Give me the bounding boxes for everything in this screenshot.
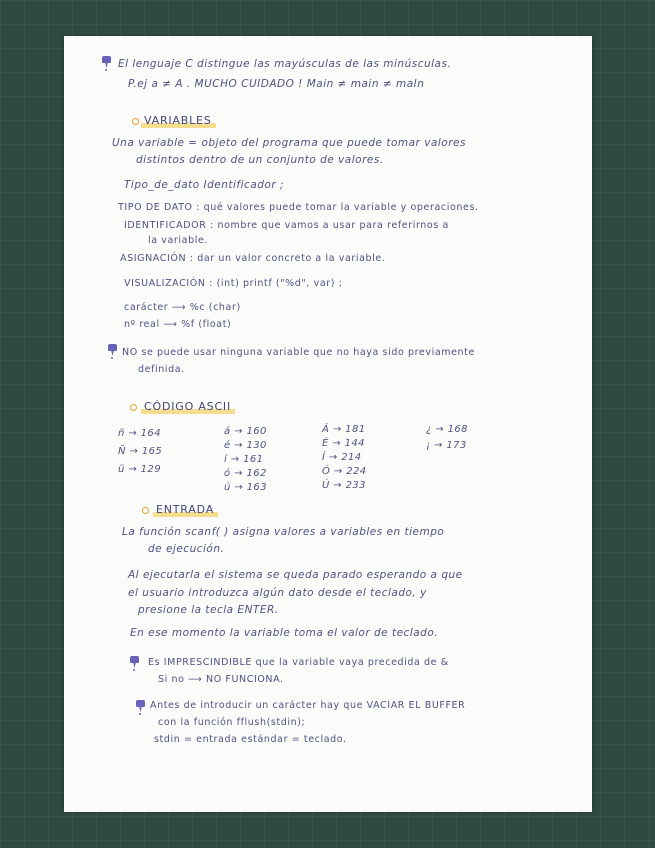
pin-icon — [102, 56, 111, 70]
ascii-row: Ú → 233 — [322, 480, 366, 491]
section-bullet-icon — [130, 404, 137, 411]
asignacion-definition: ASIGNACIÓN : dar un valor concreto a la variable. — [120, 253, 386, 264]
format-float: nº real ⟶ %f (float) — [124, 319, 232, 330]
buffer-warning: Antes de introducir un carácter hay que VACIAR EL BUFFER — [150, 700, 466, 711]
notebook-page — [64, 36, 592, 812]
stdin-definition: stdin = entrada estándar = teclado. — [154, 734, 347, 745]
ascii-row: á → 160 — [224, 426, 267, 437]
ampersand-warning: Es IMPRESCINDIBLE que la variable vaya precedida de & — [148, 657, 449, 668]
undefined-variable-warning-cont: definida. — [138, 364, 185, 375]
visualizacion-definition: VISUALIZACIÓN : (int) printf ("%d", var) ; — [124, 278, 343, 289]
ascii-row: Í → 214 — [322, 452, 362, 463]
ascii-row: ü → 129 — [118, 464, 161, 475]
section-bullet-icon — [142, 507, 149, 514]
scanf-result: En ese momento la variable toma el valor de teclado. — [130, 627, 439, 639]
ascii-row: í → 161 — [224, 454, 264, 465]
variables-heading: VARIABLES — [144, 114, 212, 127]
pin-icon — [130, 656, 139, 670]
ascii-row: ú → 163 — [224, 482, 267, 493]
scanf-behavior-cont: presione la tecla ENTER. — [138, 604, 279, 616]
scanf-description-cont: de ejecución. — [148, 543, 225, 555]
ascii-heading: CÓDIGO ASCII — [144, 400, 231, 413]
ascii-row: É → 144 — [322, 438, 365, 449]
section-bullet-icon — [132, 118, 139, 125]
format-char: carácter ⟶ %c (char) — [124, 302, 241, 313]
buffer-warning-cont: con la función fflush(stdin); — [158, 717, 306, 728]
ascii-row: é → 130 — [224, 440, 267, 451]
pin-icon — [136, 700, 145, 714]
ascii-row: ¿ → 168 — [426, 424, 468, 435]
ascii-row: ¡ → 173 — [426, 440, 467, 451]
scanf-behavior: Al ejecutarla el sistema se queda parado esperando a que — [128, 569, 463, 581]
case-sensitivity-example: P.ej a ≠ A . MUCHO CUIDADO ! Main ≠ main ≠ maIn — [128, 78, 425, 90]
ascii-row: Ó → 224 — [322, 466, 367, 477]
ascii-row: Ñ → 165 — [118, 446, 163, 457]
identificador-definition-cont: la variable. — [148, 235, 209, 246]
undefined-variable-warning: NO se puede usar ninguna variable que no haya sido previamente — [122, 347, 475, 358]
ascii-row: ñ → 164 — [118, 428, 161, 439]
case-sensitivity-note: El lenguaje C distingue las mayúsculas de las minúsculas. — [118, 58, 452, 70]
identificador-definition: IDENTIFICADOR : nombre que vamos a usar para referirnos a — [124, 220, 449, 231]
variable-definition: Una variable = objeto del programa que puede tomar valores — [112, 137, 466, 149]
pin-icon — [108, 344, 117, 358]
ascii-row: ó → 162 — [224, 468, 267, 479]
ascii-row: Á → 181 — [322, 424, 366, 435]
variable-definition-cont: distintos dentro de un conjunto de valores. — [136, 154, 384, 166]
scanf-behavior-cont: el usuario introduzca algún dato desde el teclado, y — [128, 587, 427, 599]
variable-syntax: Tipo_de_dato Identificador ; — [124, 179, 285, 191]
tipo-de-dato-definition: TIPO DE DATO : qué valores puede tomar la variable y operaciones. — [118, 202, 479, 213]
entrada-heading: ENTRADA — [156, 503, 214, 516]
scanf-description: La función scanf( ) asigna valores a variables en tiempo — [122, 526, 445, 538]
ampersand-warning-cont: Si no ⟶ NO FUNCIONA. — [158, 674, 284, 685]
